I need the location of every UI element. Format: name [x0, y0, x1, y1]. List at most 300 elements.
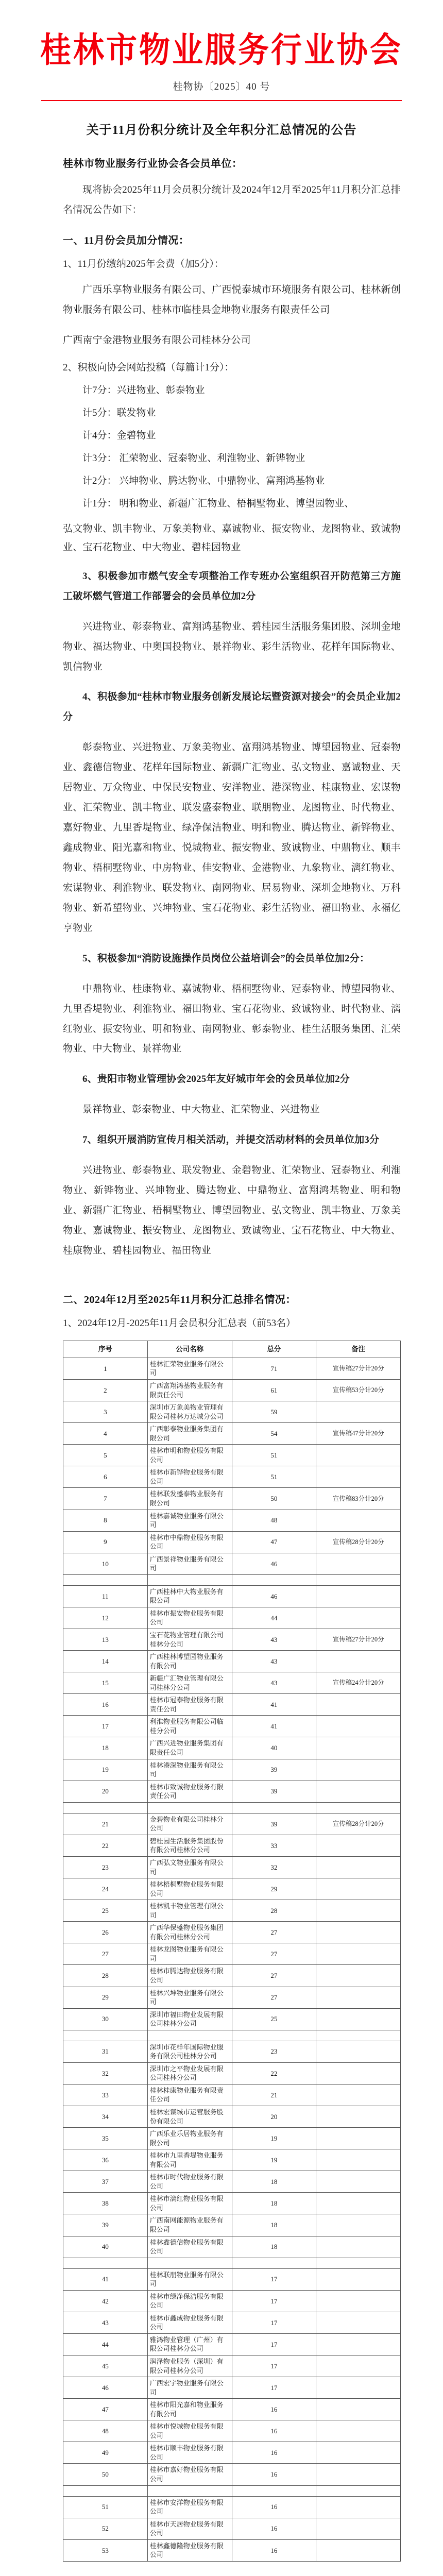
table-row — [63, 1943, 401, 1965]
cell-index: 41 — [63, 2268, 148, 2290]
cell-index: 40 — [63, 2236, 148, 2258]
cell-index: 45 — [63, 2355, 148, 2377]
cell-index: 6 — [63, 1466, 148, 1488]
cell-company-name: 桂林桂康物业服务有限责任公司 — [147, 2084, 232, 2106]
cell-index: 43 — [63, 2312, 148, 2333]
table-gap-row — [63, 2485, 401, 2496]
cell-remark — [316, 1737, 401, 1759]
table-row — [63, 1629, 401, 1651]
table-row — [63, 1585, 401, 1607]
cell-index: 25 — [63, 1900, 148, 1922]
cell-remark — [316, 2193, 401, 2214]
cell-total-score: 17 — [232, 2333, 316, 2355]
cell-total-score: 28 — [232, 1900, 316, 1922]
cell-remark — [316, 1900, 401, 1922]
cell-index: 5 — [63, 1445, 148, 1466]
cell-total-score: 22 — [232, 2062, 316, 2084]
cell-index: 26 — [63, 1922, 148, 1943]
cell-total-score: 19 — [232, 2149, 316, 2171]
cell-remark — [316, 2171, 401, 2193]
cell-company-name: 深圳市福田物业发展有限公司桂林分公司 — [147, 2008, 232, 2030]
cell-remark: 宣传稿53分计20分 — [316, 1379, 401, 1401]
cell-remark — [316, 2149, 401, 2171]
cell-total-score: 27 — [232, 1943, 316, 1965]
cell-remark — [316, 1510, 401, 1531]
cell-index: 22 — [63, 1835, 148, 1856]
cell-total-score: 18 — [232, 2214, 316, 2236]
cell-company-name: 广西南网能源物业服务有限公司 — [147, 2214, 232, 2236]
item-5-body: 中鼎物业、桂康物业、嘉诚物业、梧桐墅物业、冠泰物业、博望园物业、九里香堤物业、利淮物业、福田物业、宝石花物业、致诚物业、时代物业、漓红物业、振安物业、明和物业、南网物业、彰泰物业、桂生活服务集团、汇荣物业、中大物业、景祥物业 — [63, 983, 401, 1055]
cell-company-name: 桂林市安洋物业服务有限公司 — [147, 2496, 232, 2518]
cell-index: 39 — [63, 2214, 148, 2236]
cell-company-name: 桂林市绿净保洁服务有限公司 — [147, 2290, 232, 2312]
cell-total-score: 40 — [232, 1737, 316, 1759]
table-row — [63, 1607, 401, 1629]
cell-total-score: 51 — [232, 1466, 316, 1488]
table-row — [63, 1553, 401, 1574]
item-2-score-2: 计2分： 兴坤物业、腾达物业、中鼎物业、富翔鸿基物业 — [82, 476, 325, 487]
item-6-body: 景祥物业、彰泰物业、中大物业、汇荣物业、兴进物业 — [82, 1104, 320, 1115]
cell-index: 15 — [63, 1672, 148, 1694]
table-row — [63, 1878, 401, 1900]
cell-index: 8 — [63, 1510, 148, 1531]
table-row — [63, 1531, 401, 1553]
cell-index: 29 — [63, 1987, 148, 2008]
cell-index: 7 — [63, 1488, 148, 1510]
cell-company-name: 桂林市腾达物业服务有限公司 — [147, 1965, 232, 1987]
item-5-heading: 5、积极参加“消防设施操作员岗位公益培训会”的会员单位加2分： — [82, 953, 370, 964]
item-1-body: 广西乐享物业服务有限公司、广西悦泰城市环境服务有限公司、桂林新创物业服务有限公司、桂林市临桂县金地物业服务有限责任公司 — [63, 284, 401, 315]
item-2-score-1: 计1分： 明和物业、新疆广汇物业、梧桐墅物业、博望园物业、 — [82, 498, 354, 510]
table-row — [63, 2420, 401, 2442]
cell-company-name: 桂林市阳光嘉和物业服务有限公司 — [147, 2399, 232, 2420]
cell-remark — [316, 1759, 401, 1781]
table-row — [63, 2464, 401, 2485]
cell-total-score: 20 — [232, 2106, 316, 2127]
table-body — [63, 1358, 401, 2561]
cell-remark — [316, 1445, 401, 1466]
cell-total-score: 16 — [232, 2464, 316, 2485]
cell-index: 52 — [63, 2518, 148, 2539]
cell-total-score: 43 — [232, 1672, 316, 1694]
item-6-heading: 6、贵阳市物业管理协会2025年友好城市年会的会员单位加2分 — [82, 1074, 350, 1085]
table-row — [63, 2539, 401, 2561]
table-row — [63, 1488, 401, 1510]
cell-index: 47 — [63, 2399, 148, 2420]
table-row — [63, 2442, 401, 2464]
cell-company-name: 桂林嘉诚物业服务有限公司 — [147, 1510, 232, 1531]
cell-remark — [316, 2268, 401, 2290]
cell-index: 28 — [63, 1965, 148, 1987]
table-row — [63, 1672, 401, 1694]
cell-remark — [316, 1585, 401, 1607]
item-2-heading: 2、积极向协会网站投稿（每篇计1分）： — [63, 362, 234, 374]
cell-company-name: 深圳市万象美物业管理有限公司桂林万达城分公司 — [147, 1401, 232, 1423]
cell-company-name: 桂林市嘉好物业服务有限公司 — [147, 2464, 232, 2485]
cell-index: 53 — [63, 2539, 148, 2561]
cell-total-score: 16 — [232, 2399, 316, 2420]
item-4-body: 彰泰物业、兴进物业、万象美物业、富翔鸿基物业、博望园物业、冠泰物业、鑫德信物业、花样年国际物业、新疆广汇物业、弘文物业、嘉诚物业、天居物业、万众物业、中保民安物业、安洋物业、港深物业、桂康物业、宏谋物业、汇荣物业、凯丰物业、联发盛泰物业、联朋物业、龙图物业、时代物业、嘉好物业、九里香堤物业、绿净保洁物业、明和物业、腾达物业、新铧物业、鑫成物业、阳光嘉和物业、悦城物业、振安物业、致诚物业、中鼎物业、顺丰物业、梧桐墅物业、中房物业、佳安物业、金港物业、九象物业、漓红物业、宏谋物业、利淮物业、联发物业、南网物业、居易物业、深圳金地物业、万科物业、新希望物业、兴坤物业、宝石花物业、彩生活物业、福田物业、永福亿亨物业 — [63, 742, 401, 934]
table-gap-row — [63, 2258, 401, 2268]
item-2-score-4: 计4分：金碧物业 — [82, 430, 156, 442]
cell-index: 10 — [63, 1553, 148, 1574]
cell-index: 24 — [63, 1878, 148, 1900]
cell-index: 46 — [63, 2377, 148, 2399]
table-row — [63, 1813, 401, 1835]
cell-total-score: 41 — [232, 1694, 316, 1716]
table-row — [63, 2128, 401, 2149]
cell-remark — [316, 1856, 401, 1878]
cell-total-score: 16 — [232, 2420, 316, 2442]
cell-company-name: 桂林市鑫成物业服务有限公司 — [147, 2312, 232, 2333]
cell-remark — [316, 2312, 401, 2333]
cell-company-name: 宝石花物业管理有限公司桂林分公司 — [147, 1629, 232, 1651]
cell-total-score: 16 — [232, 2518, 316, 2539]
cell-company-name: 桂林市明和物业服务有限公司 — [147, 1445, 232, 1466]
cell-company-name: 桂林市致诚物业服务有限责任公司 — [147, 1781, 232, 1802]
cell-remark — [316, 2236, 401, 2258]
cell-company-name: 桂林鑫德隆物业服务有限公司 — [147, 2539, 232, 2561]
cell-remark — [316, 1965, 401, 1987]
item-2-score-7: 计7分：兴进物业、彰泰物业 — [82, 385, 205, 396]
cell-index: 23 — [63, 1856, 148, 1878]
cell-total-score: 54 — [232, 1423, 316, 1445]
cell-index: 38 — [63, 2193, 148, 2214]
table-row — [63, 1401, 401, 1423]
cell-company-name: 桂林汇荣物业服务有限公司 — [147, 1358, 232, 1379]
cell-index: 27 — [63, 1943, 148, 1965]
col-header-index: 序号 — [63, 1341, 148, 1358]
cell-total-score: 16 — [232, 2496, 316, 2518]
table-row — [63, 2355, 401, 2377]
cell-remark — [316, 1716, 401, 1737]
table-row — [63, 1651, 401, 1672]
cell-company-name: 桂林凯丰物业管理有限公司 — [147, 1900, 232, 1922]
cell-index: 42 — [63, 2290, 148, 2312]
cell-remark — [316, 1987, 401, 2008]
cell-company-name: 桂林市悦城物业服务有限公司 — [147, 2420, 232, 2442]
cell-total-score: 27 — [232, 1965, 316, 1987]
cell-total-score: 18 — [232, 2236, 316, 2258]
cell-index: 50 — [63, 2464, 148, 2485]
cell-total-score: 39 — [232, 1759, 316, 1781]
cell-company-name: 桂林兴坤物业服务有限公司 — [147, 1987, 232, 2008]
cell-company-name: 桂林市时代物业服务有限公司 — [147, 2171, 232, 2193]
cell-remark — [316, 1466, 401, 1488]
cell-company-name: 桂林市天居物业服务有限公司 — [147, 2518, 232, 2539]
cell-company-name: 广西乐业乐居物业服务有限公司 — [147, 2128, 232, 2149]
table-row — [63, 1987, 401, 2008]
item-3-body: 兴进物业、彰泰物业、富翔鸿基物业、碧桂园生活服务集团股、深圳金地物业、福达物业、中奥国投物业、景祥物业、彩生活物业、花样年国际物业、凯信物业 — [63, 621, 401, 672]
cell-total-score: 33 — [232, 1835, 316, 1856]
item-1-heading: 1、11月份缴纳2025年会费（加5分）： — [63, 258, 224, 269]
cell-index: 1 — [63, 1358, 148, 1379]
cell-remark — [316, 1553, 401, 1574]
cell-total-score: 48 — [232, 1510, 316, 1531]
cell-company-name: 桂林市中鼎物业服务有限公司 — [147, 1531, 232, 1553]
table-row — [63, 1856, 401, 1878]
cell-total-score: 41 — [232, 1716, 316, 1737]
cell-total-score: 17 — [232, 2312, 316, 2333]
table-row — [63, 1358, 401, 1379]
cell-index: 3 — [63, 1401, 148, 1423]
cell-total-score: 16 — [232, 2539, 316, 2561]
cell-remark: 宣传稿27分计20分 — [316, 1358, 401, 1379]
item-2-score-5: 计5分：联发物业 — [82, 408, 156, 419]
cell-remark — [316, 2496, 401, 2518]
table-row — [63, 2518, 401, 2539]
intro-paragraph: 现将协会2025年11月会员积分统计及2024年12月至2025年11月积分汇总排名情况公告如下： — [63, 184, 401, 215]
table-row — [63, 1781, 401, 1802]
table-row — [63, 2399, 401, 2420]
cell-remark — [316, 1651, 401, 1672]
cell-company-name: 利淮物业服务有限公司临桂分公司 — [147, 1716, 232, 1737]
cell-company-name: 桂林梧桐墅物业服务有限公司 — [147, 1878, 232, 1900]
cell-remark — [316, 2106, 401, 2127]
cell-company-name: 桂林市振安物业服务有限公司 — [147, 1607, 232, 1629]
cell-company-name: 广西富翔鸿基物业服务有限责任公司 — [147, 1379, 232, 1401]
cell-total-score: 39 — [232, 1781, 316, 1802]
cell-remark — [316, 2041, 401, 2062]
cell-remark: 宣传稿47分计20分 — [316, 1423, 401, 1445]
cell-index: 49 — [63, 2442, 148, 2464]
cell-remark — [316, 2084, 401, 2106]
cell-total-score: 43 — [232, 1629, 316, 1651]
cell-company-name: 桂林市顺丰物业服务有限公司 — [147, 2442, 232, 2464]
cell-total-score: 32 — [232, 1856, 316, 1878]
table-row — [63, 2171, 401, 2193]
cell-index: 31 — [63, 2041, 148, 2062]
item-3-heading: 3、积极参加市燃气安全专项整治工作专班办公室组织召开防范第三方施工破坏燃气管道工作部署会的会员单位加2分 — [63, 570, 401, 602]
col-header-remark: 备注 — [316, 1341, 401, 1358]
cell-index: 20 — [63, 1781, 148, 1802]
table-row — [63, 2193, 401, 2214]
cell-index: 35 — [63, 2128, 148, 2149]
table-row — [63, 2377, 401, 2399]
cell-remark — [316, 2214, 401, 2236]
cell-company-name: 碧桂园生活服务集团股份有限公司桂林分公司 — [147, 1835, 232, 1856]
cell-remark — [316, 2290, 401, 2312]
page-title: 关于11月份积分统计及全年积分汇总情况的公告 — [86, 123, 357, 137]
cell-remark — [316, 2518, 401, 2539]
cell-index: 18 — [63, 1737, 148, 1759]
cell-index: 16 — [63, 1694, 148, 1716]
section-two-heading: 二、2024年12月至2025年11月积分汇总排名情况： — [63, 1294, 296, 1306]
table-row — [63, 1759, 401, 1781]
cell-total-score: 27 — [232, 1987, 316, 2008]
cell-index: 21 — [63, 1813, 148, 1835]
cell-remark — [316, 2062, 401, 2084]
cell-remark — [316, 2008, 401, 2030]
section-one-heading: 一、11月份会员加分情况： — [63, 234, 190, 246]
cell-company-name: 深圳市之平物业发展有限公司桂林分公司 — [147, 2062, 232, 2084]
item-7-heading: 7、组织开展消防宣传月相关活动，并提交活动材料的会员单位加3分 — [82, 1134, 380, 1146]
cell-company-name: 桂林鑫德信物业服务有限公司 — [147, 2236, 232, 2258]
document-number: 桂物协〔2025〕40 号 — [173, 81, 270, 92]
cell-remark: 宣传稿28分计20分 — [316, 1813, 401, 1835]
cell-total-score: 21 — [232, 2084, 316, 2106]
cell-company-name: 桂林市漓红物业服务有限公司 — [147, 2193, 232, 2214]
cell-company-name: 广西华保盛物业服务集团有限公司桂林分公司 — [147, 1922, 232, 1943]
table-row — [63, 2041, 401, 2062]
table-row — [63, 1379, 401, 1401]
footer-contact-note — [0, 2575, 443, 2576]
cell-total-score: 43 — [232, 1651, 316, 1672]
cell-company-name: 桂林市冠泰物业服务有限责任公司 — [147, 1694, 232, 1716]
cell-company-name: 广西弘文物业服务有限公司 — [147, 1856, 232, 1878]
cell-company-name: 广西桂林博望园物业服务有限公司 — [147, 1651, 232, 1672]
cell-total-score: 39 — [232, 1813, 316, 1835]
table-row — [63, 1510, 401, 1531]
cell-index: 34 — [63, 2106, 148, 2127]
cell-total-score: 16 — [232, 2442, 316, 2464]
cell-remark: 宣传稿27分计20分 — [316, 1629, 401, 1651]
cell-total-score: 17 — [232, 2268, 316, 2290]
cell-index: 36 — [63, 2149, 148, 2171]
cell-index: 48 — [63, 2420, 148, 2442]
cell-total-score: 59 — [232, 1401, 316, 1423]
masthead — [0, 0, 443, 101]
table-row — [63, 1466, 401, 1488]
cell-remark — [316, 1878, 401, 1900]
table-row — [63, 1900, 401, 1922]
cell-index: 33 — [63, 2084, 148, 2106]
cell-index: 17 — [63, 1716, 148, 1737]
cell-total-score: 71 — [232, 1358, 316, 1379]
cell-remark — [316, 1401, 401, 1423]
cell-total-score: 25 — [232, 2008, 316, 2030]
cell-company-name: 广西兴进物业服务集团有限责任公司 — [147, 1737, 232, 1759]
cell-company-name: 桂林港深物业服务有限公司 — [147, 1759, 232, 1781]
cell-remark — [316, 2464, 401, 2485]
cell-company-name: 新疆广汇物业管理有限公司桂林分公司 — [147, 1672, 232, 1694]
cell-total-score: 17 — [232, 2290, 316, 2312]
cell-total-score: 47 — [232, 1531, 316, 1553]
cell-total-score: 50 — [232, 1488, 316, 1510]
cell-company-name: 广西彰泰物业服务集团有限公司 — [147, 1423, 232, 1445]
cell-index: 44 — [63, 2333, 148, 2355]
cell-total-score: 27 — [232, 1922, 316, 1943]
cell-remark: 宣传稿24分计20分 — [316, 1672, 401, 1694]
table-header-row — [63, 1341, 401, 1358]
red-divider-rule — [41, 100, 402, 101]
item-4-heading: 4、积极参加“桂林市物业服务创新发展论坛暨资源对接会”的会员企业加2分 — [63, 691, 401, 723]
table-row — [63, 2496, 401, 2518]
cell-remark — [316, 2128, 401, 2149]
table-row — [63, 1694, 401, 1716]
table-gap-row — [63, 1574, 401, 1585]
cell-remark — [316, 2420, 401, 2442]
table-row — [63, 2062, 401, 2084]
table-row — [63, 2149, 401, 2171]
cell-remark — [316, 2442, 401, 2464]
cell-index: 12 — [63, 1607, 148, 1629]
table-row — [63, 1965, 401, 1987]
table-gap-row — [63, 2030, 401, 2041]
cell-total-score: 51 — [232, 1445, 316, 1466]
item-1-body-2: 广西南宁金港物业服务有限公司桂林分公司 — [63, 334, 251, 346]
cell-index: 32 — [63, 2062, 148, 2084]
section-two-subheading: 1、2024年12月-2025年11月会员积分汇总表（前53名） — [63, 1317, 296, 1329]
cell-index: 19 — [63, 1759, 148, 1781]
table-row — [63, 2236, 401, 2258]
cell-index: 2 — [63, 1379, 148, 1401]
table-row — [63, 1716, 401, 1737]
cell-company-name: 桂林龙图物业服务有限公司 — [147, 1943, 232, 1965]
cell-remark: 宣传稿28分计20分 — [316, 1531, 401, 1553]
table-row — [63, 1922, 401, 1943]
table-row — [63, 2008, 401, 2030]
cell-remark — [316, 1607, 401, 1629]
cell-company-name: 桂林市九里香堤物业服务有限公司 — [147, 2149, 232, 2171]
cell-remark — [316, 2399, 401, 2420]
cell-total-score: 17 — [232, 2377, 316, 2399]
cell-company-name: 广西景祥物业服务有限公司 — [147, 1553, 232, 1574]
table-row — [63, 2106, 401, 2127]
cell-company-name: 桂林联朋物业服务有限公司 — [147, 2268, 232, 2290]
table-row — [63, 2333, 401, 2355]
cell-index: 30 — [63, 2008, 148, 2030]
organization-title: 桂林市物业服务行业协会 — [40, 31, 403, 70]
cell-remark — [316, 1781, 401, 1802]
table-row — [63, 1423, 401, 1445]
table-row — [63, 2268, 401, 2290]
cell-index: 51 — [63, 2496, 148, 2518]
cell-remark — [316, 2333, 401, 2355]
item-7-body: 兴进物业、彰泰物业、联发物业、金碧物业、汇荣物业、冠泰物业、利淮物业、新铧物业、兴坤物业、腾达物业、中鼎物业、富翔鸿基物业、明和物业、新疆广汇物业、梧桐墅物业、博望园物业、弘文物业、凯丰物业、万象美物业、嘉诚物业、振安物业、龙图物业、致诚物业、宝石花物业、中大物业、桂康物业、碧桂园物业、福田物业 — [63, 1165, 401, 1256]
item-2-score-3: 计3分： 汇荣物业、冠泰物业、利淮物业、新铧物业 — [82, 453, 305, 464]
cell-company-name: 桂林市新铧物业服务有限公司 — [147, 1466, 232, 1488]
table-row — [63, 1835, 401, 1856]
cell-total-score: 29 — [232, 1878, 316, 1900]
score-table-wrap — [0, 1341, 443, 2562]
cell-total-score: 18 — [232, 2171, 316, 2193]
table-row — [63, 2084, 401, 2106]
cell-total-score: 44 — [232, 1607, 316, 1629]
cell-company-name: 桂林宏谋城市运营服务股份有限公司 — [147, 2106, 232, 2127]
cell-index: 4 — [63, 1423, 148, 1445]
col-header-score: 总分 — [232, 1341, 316, 1358]
cell-remark — [316, 1943, 401, 1965]
cell-company-name: 广西桂林中大物业服务有限公司 — [147, 1585, 232, 1607]
cell-index: 11 — [63, 1585, 148, 1607]
addressee-line: 桂林市物业服务行业协会各会员单位： — [63, 158, 243, 170]
cell-remark — [316, 1694, 401, 1716]
cell-remark — [316, 2377, 401, 2399]
cell-total-score: 46 — [232, 1585, 316, 1607]
table-row — [63, 1737, 401, 1759]
cell-index: 13 — [63, 1629, 148, 1651]
col-header-company: 公司名称 — [147, 1341, 232, 1358]
table-row — [63, 2312, 401, 2333]
cell-index: 37 — [63, 2171, 148, 2193]
member-score-table — [63, 1341, 401, 2562]
cell-remark — [316, 2355, 401, 2377]
table-gap-row — [63, 1802, 401, 1813]
cell-company-name: 广西宏宇物业服务有限公司 — [147, 2377, 232, 2399]
cell-company-name: 深圳市花样年国际物业服务有限公司桂林分公司 — [147, 2041, 232, 2062]
table-row — [63, 2290, 401, 2312]
cell-total-score: 18 — [232, 2193, 316, 2214]
cell-remark — [316, 2539, 401, 2561]
cell-company-name: 桂林联发盛泰物业服务有限公司 — [147, 1488, 232, 1510]
cell-total-score: 61 — [232, 1379, 316, 1401]
cell-index: 14 — [63, 1651, 148, 1672]
cell-company-name: 金碧物业有限公司桂林分公司 — [147, 1813, 232, 1835]
cell-company-name: 雅鸿物业管理（广州）有限公司桂林分公司 — [147, 2333, 232, 2355]
table-row — [63, 2214, 401, 2236]
item-2-continuation: 弘文物业、凯丰物业、万象美物业、嘉诚物业、振安物业、龙图物业、致诚物业、宝石花物业、中大物业、碧桂园物业 — [63, 523, 401, 553]
